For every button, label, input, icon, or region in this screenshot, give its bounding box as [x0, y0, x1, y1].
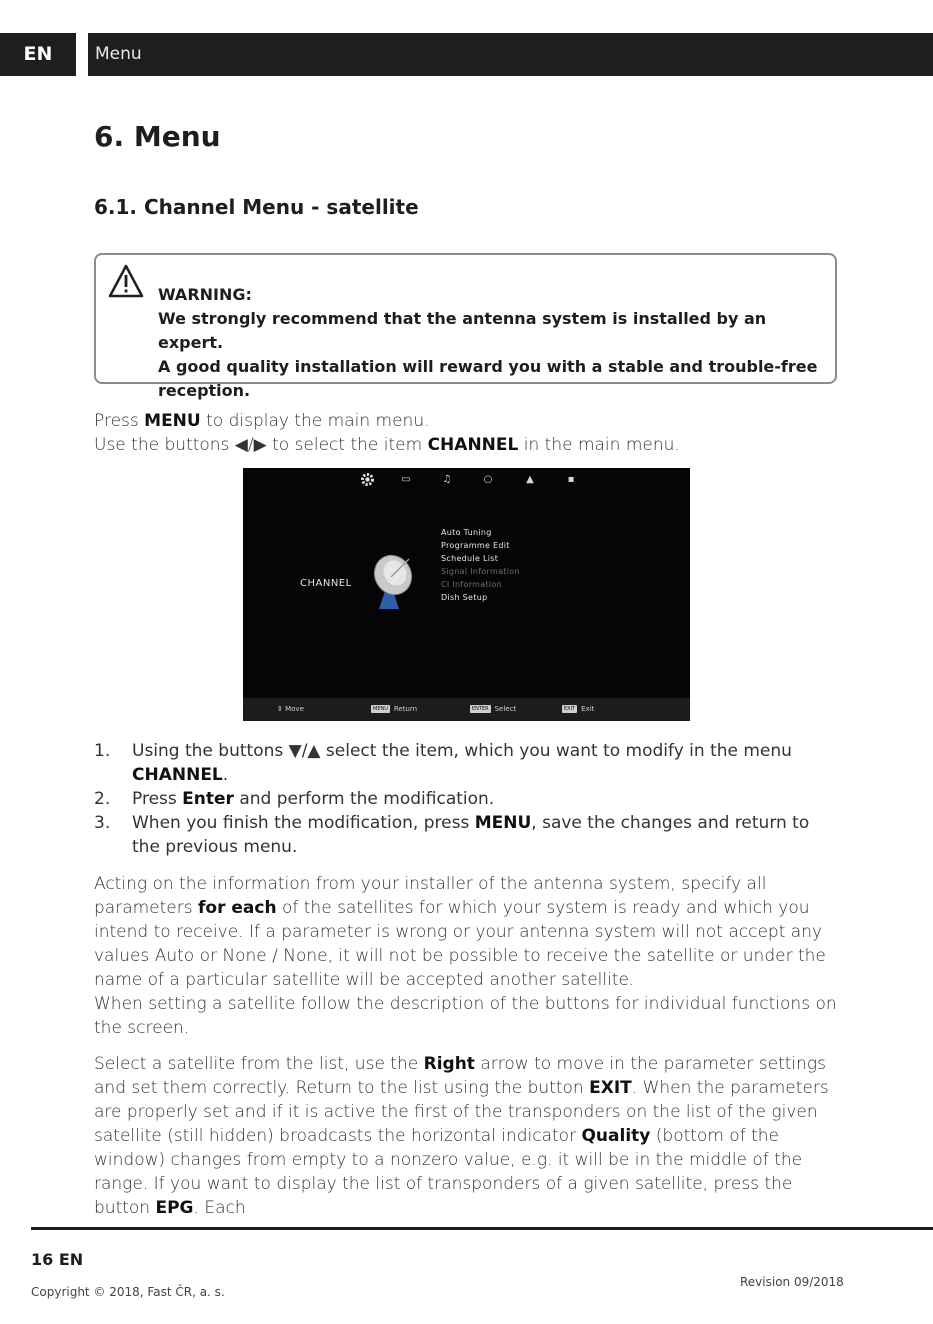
step-text: and perform the modification.	[233, 789, 495, 809]
hint-label: Select	[494, 705, 517, 713]
list-number: 3.	[94, 813, 111, 833]
intro-text: Use the buttons ◀/▶ to select the item	[94, 435, 428, 455]
body-keyword: Right	[423, 1054, 475, 1074]
menu-key-icon: MENU	[373, 706, 388, 712]
satellite-paragraph	[94, 1052, 839, 1220]
warning-line-1: We strongly recommend that the antenna system is installed by an expert.	[158, 309, 767, 352]
intro-text: to display the main menu.	[200, 411, 430, 431]
body-text: Select a satellite from the list, use the	[94, 1054, 424, 1074]
list-number: 2.	[94, 789, 111, 809]
clock-icon: ○	[483, 474, 493, 485]
body-keyword: for each	[198, 898, 277, 918]
warning-text	[158, 283, 818, 403]
channel-keyword: CHANNEL	[427, 435, 519, 455]
warning-box	[94, 253, 837, 400]
apps-icon: ▪	[567, 474, 575, 485]
parameters-paragraph	[94, 872, 839, 1040]
step-text: .	[222, 765, 229, 785]
body-text: Acting on the information from your installer of the antenna system, specify all parameters	[94, 874, 767, 918]
hint-label: Return	[393, 705, 418, 713]
body-text: . When the parameters are properly set and if it is active the first of the transponders on the list of the given satellite (still hidden) broadcasts the horizontal indicator	[94, 1078, 829, 1146]
tv-hint-move	[277, 705, 304, 713]
body-keyword: EPG	[155, 1198, 194, 1218]
step-text: Press	[132, 789, 183, 809]
step-text: When you finish the modification, press	[132, 813, 475, 833]
body-text: arrow to move in the parameter settings and set them correctly. Return to the list using the button	[94, 1054, 826, 1098]
exit-key-icon: EXIT	[564, 706, 576, 712]
tv-hint-exit	[562, 705, 594, 713]
tv-menu-item-dish-setup[interactable]: Dish Setup	[441, 593, 488, 602]
tv-menu-item-schedule-list[interactable]: Schedule List	[441, 554, 499, 563]
list-item	[94, 787, 839, 811]
music-icon: ♫	[442, 474, 452, 485]
intro-paragraph	[94, 409, 839, 457]
hint-label: Move	[285, 705, 304, 713]
step-keyword: CHANNEL	[132, 765, 223, 785]
tv-hint-bar	[243, 698, 690, 721]
menu-keyword: MENU	[144, 411, 201, 431]
revision: Revision 09/2018	[740, 1275, 844, 1289]
lock-icon: ▲	[526, 474, 534, 485]
list-item	[94, 739, 839, 787]
tv-channel-label: CHANNEL	[300, 578, 352, 589]
step-keyword: MENU	[474, 813, 532, 833]
intro-text: in the main menu.	[518, 435, 680, 455]
section-title: 6.1. Channel Menu - satellite	[94, 195, 419, 219]
tv-menu-item-ci-information: CI Information	[441, 580, 502, 589]
body-text: of the satellites for which your system is ready and which you intend to receive. If a parameter is wrong or your antenna system will not accept any values Auto or None / None, it will not be possible to receive the satellite or under the name of a particular satellite will be accepted another satellite.	[94, 898, 826, 990]
steps-list	[94, 739, 839, 859]
step-text: Using the buttons ▼/▲ select the item, which you want to modify in the menu	[132, 741, 792, 761]
tv-hint-return	[371, 705, 417, 713]
enter-key-icon: ENTER	[472, 706, 489, 712]
body-text: (bottom of the window) changes from empty to a nonzero value, e.g. it will be in the middle of the range. If you want to display the list of transponders of a given satellite, press the button	[94, 1126, 803, 1218]
list-item	[94, 811, 839, 859]
move-arrows-icon: ⇕	[277, 705, 283, 713]
language-tab: EN	[0, 33, 76, 76]
warning-icon	[108, 263, 144, 299]
tv-menu-list	[441, 526, 520, 604]
list-number: 1.	[94, 741, 111, 761]
body-keyword: Quality	[581, 1126, 651, 1146]
tv-hint-select	[470, 705, 516, 713]
copyright: Copyright © 2018, Fast ČR, a. s.	[31, 1285, 225, 1299]
picture-icon: ▭	[401, 474, 411, 485]
tv-menu-screenshot	[243, 468, 690, 721]
tv-menu-item-auto-tuning[interactable]: Auto Tuning	[441, 528, 492, 537]
body-text: . Each	[193, 1198, 246, 1218]
tv-menu-tabs	[243, 468, 690, 494]
gear-icon	[359, 471, 376, 488]
step-keyword: Enter	[182, 789, 234, 809]
body-text: When setting a satellite follow the description of the buttons for individual functions on the screen.	[94, 994, 837, 1038]
footer-divider	[31, 1227, 933, 1230]
warning-label: WARNING:	[158, 285, 252, 304]
page-title: 6. Menu	[94, 120, 221, 153]
section-header: Menu	[88, 33, 933, 76]
body-keyword: EXIT	[589, 1078, 632, 1098]
tv-menu-item-signal-information: Signal Information	[441, 567, 520, 576]
satellite-dish-icon	[369, 551, 417, 611]
hint-label: Exit	[581, 705, 595, 713]
page-number: 16 EN	[31, 1250, 84, 1269]
tv-menu-item-programme-edit[interactable]: Programme Edit	[441, 541, 510, 550]
step-text: , save the changes and return to the previous menu.	[132, 813, 810, 857]
warning-line-2: A good quality installation will reward you with a stable and trouble-free reception.	[158, 357, 818, 400]
intro-text: Press	[94, 411, 145, 431]
